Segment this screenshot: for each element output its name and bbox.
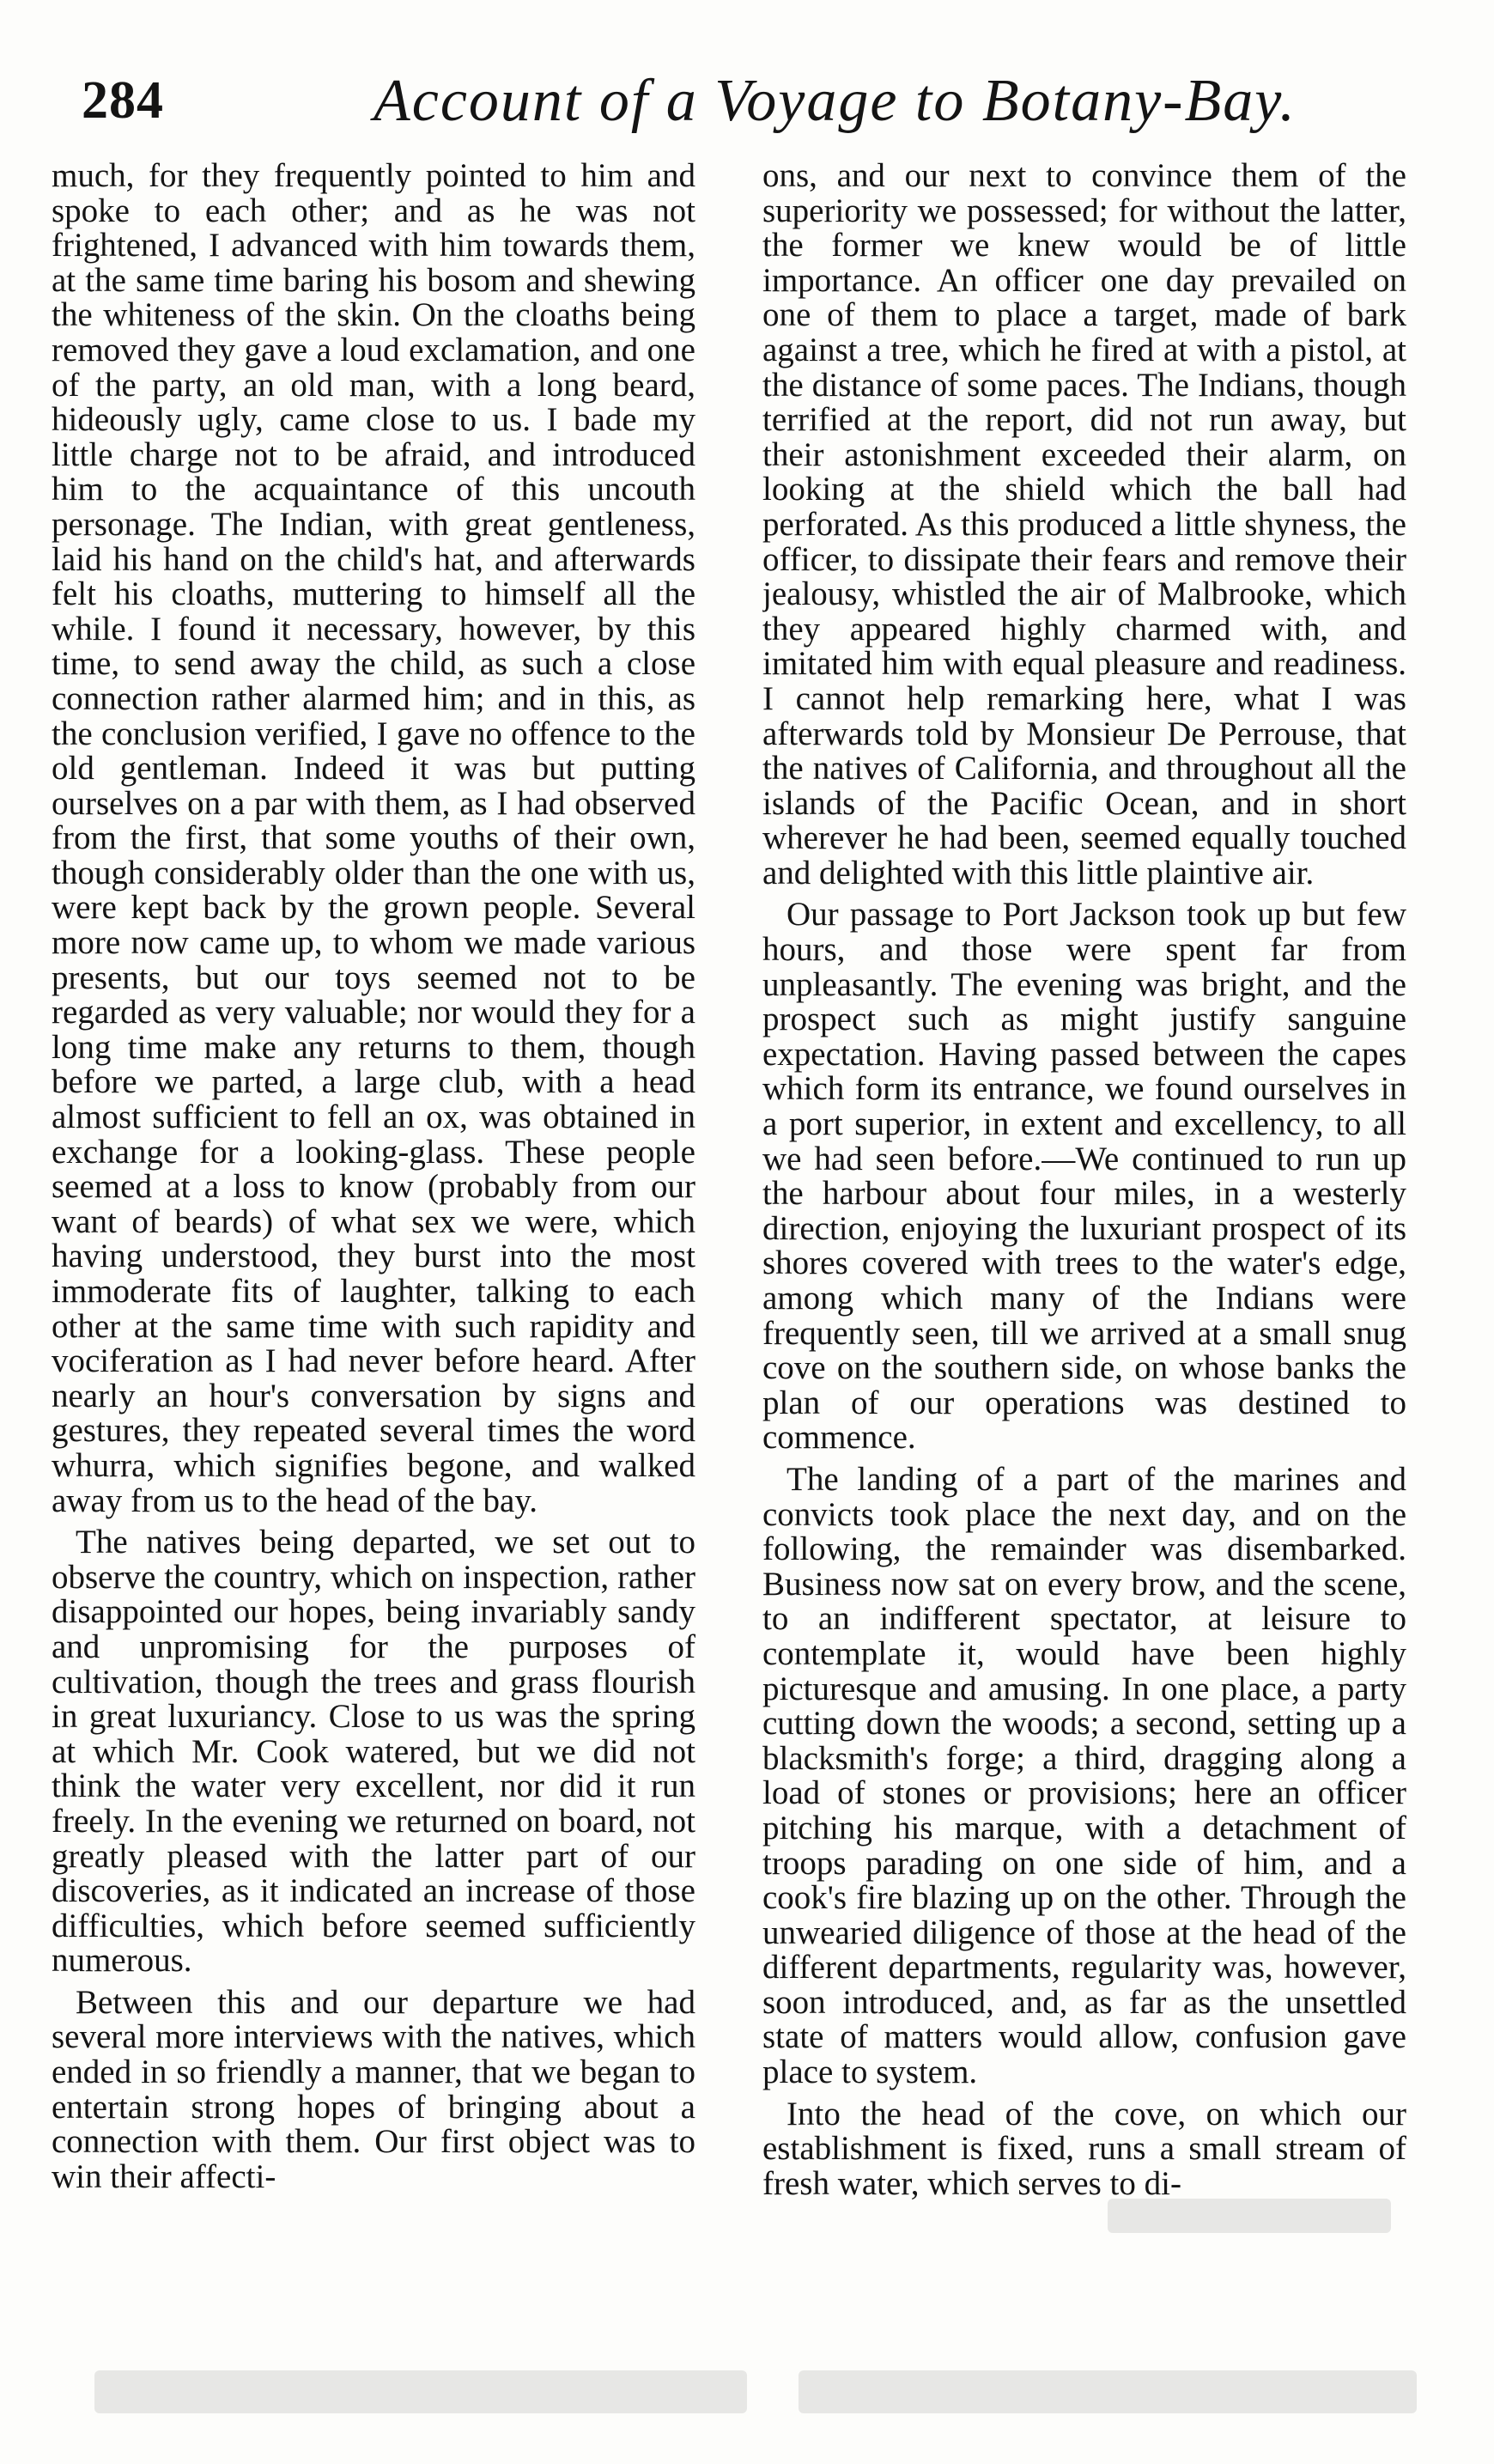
- paragraph: The landing of a part of the marines and convicts took place the next day, and on the following, the remainder was disembarked. Business now sat on every brow, and the scene, to an indifferent spectator, at leisure to contemplate it, would have been highly picturesque and amusing. In one place, a party cutting down the woods; a second, setting up a blacksmith's forge; a third, dragging along a load of stones or provisions; here an officer pitching his marque, with a detachment of troops parading on one side of him, and a cook's fire blazing up on the other. Through the unwearied diligence of those at the head of the different departments, regularity was, however, soon introduced, and, as far as the unsettled state of matters would allow, confusion gave place to system.: [762, 1460, 1406, 2091]
- right-text-column: [762, 159, 1406, 2426]
- paragraph: much, for they frequently pointed to him and spoke to each other; and as he was not frightened, I advanced with him towards them, at the same time baring his bosom and shewing the whiteness of the skin. On the cloaths being removed they gave a loud exclamation, and one of the party, an old man, with a long beard, hideously ugly, came close to us. I bade my little charge not to be afraid, and introduced him to the acquaintance of this uncouth personage. The Indian, with great gentleness, laid his hand on the child's hat, and afterwards felt his cloaths, muttering to himself all the while. I found it necessary, however, by this time, to send away the child, as such a close connection rather alarmed him; and in this, as the conclusion verified, I gave no offence to the old gentleman. Indeed it was but putting ourselves on a par with them, as I had observed from the first, that some youths of their own, though considerably older than the one with us, were kept back by the grown people. Several more now came up, to whom we made various presents, but our toys seemed not to be regarded as very valuable; nor would they for a long time make any returns to them, though before we parted, a large club, with a head almost sufficient to fell an ox, was obtained in exchange for a looking-glass. These people seemed at a loss to know (probably from our want of beards) of what sex we were, which having understood, they burst into the most immoderate fits of laughter, talking to each other at the same time with such rapidity and vociferation as I had never before heard. After nearly an hour's conversation by signs and gestures, they repeated several times the word whurra, which signifies begone, and walked away from us to the head of the bay.: [52, 159, 695, 1519]
- paragraph: The natives being departed, we set out to observe the country, which on inspection, rather disappointed our hopes, being invariably sandy and unpromising for the purposes of cultivation, though the trees and grass flourish in great luxuriancy. Close to us was the spring at which Mr. Cook watered, but we did not think the water very excellent, nor did it run freely. In the evening we returned on board, not greatly pleased with the latter part of our discoveries, as it indicated an increase of those difficulties, which before seemed sufficiently numerous.: [52, 1524, 695, 1980]
- paragraph: ons, and our next to convince them of the superiority we possessed; for without the latter, the former we knew would be of little importance. An officer one day prevailed on one of them to place a target, made of bark against a tree, which he fired at with a pistol, at the distance of some paces. The Indians, though terrified at the report, did not run away, but their astonishment exceeded their alarm, on looking at the shield which the ball had perforated. As this produced a little shyness, the officer, to dissipate their fears and remove their jealousy, whistled the air of Malbrooke, which they appeared highly charmed with, and imitated him with equal pleasure and readiness. I cannot help remarking here, what I was afterwards told by Monsieur De Perrouse, that the natives of California, and throughout all the islands of the Pacific Ocean, and in short wherever he had been, seemed equally touched and delighted with this little plaintive air.: [762, 159, 1406, 891]
- paragraph: Between this and our departure we had several more interviews with the natives, which ended in so friendly a manner, that we began to entertain strong hopes of bringing about a connection with them. Our first object was to win their affecti-: [52, 1983, 695, 2195]
- paragraph: Into the head of the cove, on which our establishment is fixed, runs a small stream of fresh water, which serves to di-: [762, 2095, 1406, 2202]
- page-header: [82, 60, 1421, 155]
- running-title: Account of a Voyage to Botany-Bay.: [374, 68, 1297, 134]
- paragraph: Our passage to Port Jackson took up but few hours, and those were spent far from unpleasantly. The evening was bright, and the prospect such as might justify sanguine expectation. Having passed between the capes which form its entrance, we found ourselves in a port superior, in extent and excellency, to all we had seen before.—We continued to run up the harbour about four miles, in a westerly direction, enjoying the luxuriant prospect of its shores covered with trees to the water's edge, among which many of the Indians were frequently seen, till we arrived at a small snug cove on the southern side, on whose banks the plan of our operations was destined to commence.: [762, 896, 1406, 1457]
- left-text-column: [52, 159, 695, 2426]
- print-smudge: [1108, 2199, 1391, 2233]
- print-smudge: [94, 2370, 747, 2413]
- page-number: 284: [82, 71, 164, 130]
- print-smudge: [799, 2370, 1417, 2413]
